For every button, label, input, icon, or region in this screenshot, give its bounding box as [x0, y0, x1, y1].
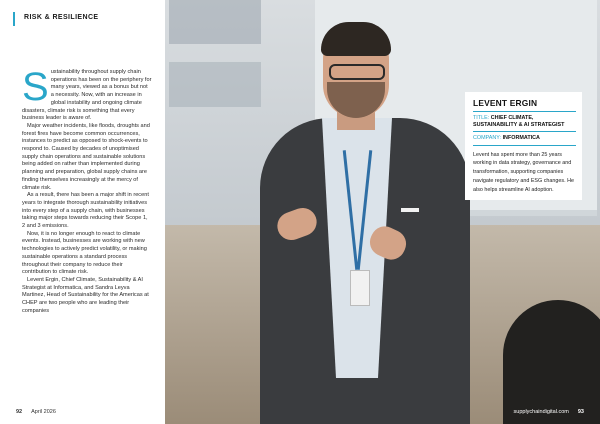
- profile-name: LEVENT ERGIN: [473, 98, 538, 108]
- profile-card: [465, 92, 582, 200]
- divider: [473, 111, 576, 112]
- article-paragraph-5: Levent Ergin, Chief Climate, Sustainability & AI Strategist at Informatica, and Sandra Leyva Martinez, Head of Sustainability for the Americas at CHEP are two people who are leading their companies: [22, 276, 149, 314]
- page-number-left: 92: [16, 409, 23, 415]
- article-paragraph-4: Now, it is no longer enough to react to climate events. Instead, businesses are working with new technologies to actively predict volatility, or making sustainable operations a standard process throughout their company to reduce their contribution to climate risk.: [22, 230, 147, 276]
- article-paragraph-3: As a result, there has been a major shift in recent years to integrate thorough sustainability initiatives into every step of a supply chain, with businesses taking major steps towards reducing their Scope 1, 2 and 3 emissions.: [22, 192, 149, 230]
- drop-cap: S: [22, 65, 49, 109]
- profile-bio: Levent has spent more than 25 years working in data strategy, governance and transformation, supporting companies navigate regulatory and ESG changes. He also helps streamline AI adoption.: [473, 151, 574, 193]
- footer-right: [514, 409, 584, 415]
- divider: [473, 145, 576, 146]
- profile-title: TITLE: CHIEF CLIMATE, SUSTAINABILITY & AI STRATEGIST: [473, 115, 565, 128]
- article-paragraph-2: Major weather incidents, like floods, droughts and forest fires have become common occurrences, instances to predict as opposed to shock-events to respond to. Caused by decades of unoptimised supply chain operations and sustainable solutions being added on rather than implemented during planning and preparation, global supply chains are finding themselves increasingly at the mercy of climate risk.: [22, 122, 150, 191]
- page-number-right: 93: [577, 409, 584, 415]
- footer-left: [16, 409, 56, 415]
- section-label: RISK & RESILIENCE: [24, 14, 99, 21]
- profile-company: COMPANY: INFORMATICA: [473, 135, 540, 142]
- section-accent-bar: [13, 12, 15, 26]
- issue-date: April 2026: [31, 409, 56, 415]
- article-body: [22, 65, 152, 316]
- article-paragraph-1: Sustainability throughout supply chain operations has been on the periphery for many years, viewed as a bonus but not a necessity. Now, with an increase in global instability and ongoing climate disasters, climate risk is something that every business leader is aware of.: [22, 65, 152, 122]
- divider: [473, 131, 576, 132]
- left-page: [0, 0, 165, 424]
- site-url: supplychaindigital.com: [513, 409, 569, 415]
- speaker-photo: [165, 0, 600, 424]
